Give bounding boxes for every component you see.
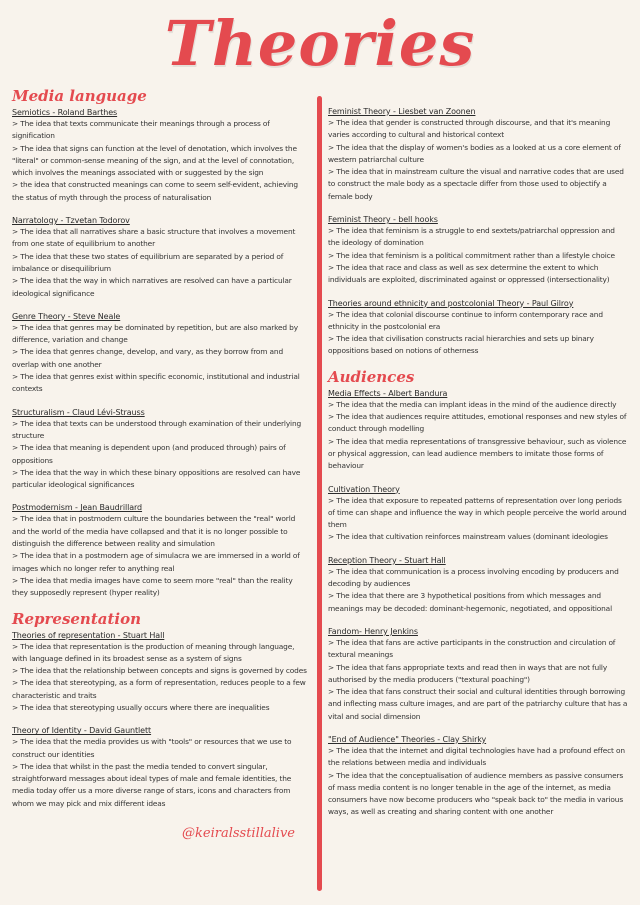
theory-title: Narratology - Tzvetan Todorov [12, 216, 130, 226]
theory-point: > The idea that in mainstream culture the visual and narrative codes that are used to construct the male body as a spectacle differ from those used to objectify a female body [328, 166, 628, 203]
theory-point: > The idea that all narratives share a basic structure that involves a movement from one state of equilibrium to another [12, 226, 310, 251]
theory-point: > The idea that fans appropriate texts and read then in ways that are not fully authorised by the media producers ("textural poaching") [328, 662, 628, 687]
theory-point: > The idea that genres change, develop, and vary, as they borrow from and overlap with one another [12, 346, 310, 371]
theory-block [328, 555, 628, 615]
theory-point: > The idea that the way in which narratives are resolved can have a particular ideological significance [12, 275, 310, 300]
theory-title: Postmodernism - Jean Baudrillard [12, 503, 143, 513]
theory-block [328, 298, 628, 358]
theory-point: > The idea that fans construct their social and cultural identities through borrowing and inflecting mass culture images, and are part of the patriarchy culture that has a vital and social dimension [328, 686, 628, 723]
theory-title: Reception Theory - Stuart Hall [328, 555, 446, 565]
theory-point: > the idea that constructed meanings can come to seem self-evident, achieving the status of myth through the process of naturalisation [12, 179, 310, 204]
theory-point: > The idea that feminism is a struggle to end sextets/patriarchal oppression and the ideology of domination [328, 225, 628, 250]
theory-point: > The idea that genres exist within specific economic, institutional and industrial contexts [12, 371, 310, 396]
theory-point: > The idea that the conceptualisation of audience members as passive consumers of mass media content is no longer tenable in the age of the internet, as media consumers have now become producers who "speak back to" the media in various ways, as well as creating and sharing content with one another [328, 770, 628, 819]
theory-block [328, 734, 628, 819]
theory-block [328, 626, 628, 723]
theory-point: > The idea that exposure to repeated patterns of representation over long periods of time can shape and influence the way in which people perceive the world around them [328, 495, 628, 532]
left-column [12, 88, 310, 821]
theory-point: > The idea that stereotyping usually occurs where there are inequalities [12, 702, 310, 714]
theory-point: > The idea that communication is a process involving encoding by producers and decoding by audiences [328, 566, 628, 591]
theory-title: Media Effects - Albert Bandura [328, 388, 448, 398]
theory-point: > The idea that race and class as well as sex determine the extent to which individuals are exploited, discriminated against or oppressed (intersectionality) [328, 262, 628, 287]
theory-point: > The idea that stereotyping, as a form of representation, reduces people to a few characteristic and traits [12, 677, 310, 702]
theory-block [12, 407, 310, 492]
theory-title: "End of Audience" Theories - Clay Shirky [328, 734, 487, 744]
column-divider [317, 96, 322, 891]
theory-point: > The idea that whilst in the past the media tended to convert singular, straightforward messages about ideal types of male and female identities, the media today offer us a more diverse range of stars, icons and characters from whom we may pick and mix different ideas [12, 761, 310, 810]
section-heading-media-language: Media language [12, 87, 147, 105]
theory-point: > The idea that in a postmodern age of simulacra we are immersed in a world of images which no longer refer to anything real [12, 550, 310, 575]
theory-point: > The idea that the media can implant ideas in the mind of the audience directly [328, 399, 628, 411]
theory-title: Semiotics - Roland Barthes [12, 108, 118, 117]
theory-point: > The idea that in postmodern culture the boundaries between the "real" world and the world of the media have collapsed and that it is no longer possible to distinguish the difference between reality and simulation [12, 513, 310, 550]
theory-title: Feminist Theory - Liesbet van Zoonen [328, 107, 476, 116]
theory-block [12, 215, 310, 300]
theory-title: Structuralism - Claud Lévi-Strauss [12, 407, 145, 417]
theory-block [12, 311, 310, 396]
theory-point: > The idea that gender is constructed through discourse, and that it's meaning varies according to cultural and historical context [328, 117, 628, 142]
theory-block [12, 630, 310, 715]
theory-title: Cultivation Theory [328, 484, 400, 494]
theory-point: > The idea that representation is the production of meaning through language, with language defined in its broadest sense as a system of signs [12, 641, 310, 666]
theory-point: > The idea that feminism is a political commitment rather than a lifestyle choice [328, 250, 628, 262]
right-column [328, 106, 628, 830]
theory-block [328, 214, 628, 286]
theory-point: > The idea that the media provides us with "tools" or resources that we use to construct our identities [12, 736, 310, 761]
author-handle: @keiralsstillalive [182, 826, 295, 841]
theory-block [328, 388, 628, 473]
section-heading-representation: Representation [12, 609, 142, 628]
theory-title: Theory of Identity - David Gauntlett [12, 726, 152, 736]
theory-title: Genre Theory - Steve Neale [12, 311, 121, 321]
theory-title: Theories of representation - Stuart Hall [12, 630, 165, 640]
theory-point: > The idea that media images have come to seem more "real" than the reality they supposedly represent (hyper reality) [12, 575, 310, 600]
theory-block [328, 106, 628, 203]
theory-point: > The idea that fans are active participants in the construction and circulation of textural meanings [328, 637, 628, 662]
page-title: Theories [164, 7, 476, 80]
theory-point: > The idea that colonial discourse continue to inform contemporary race and ethnicity in the postcolonial era [328, 309, 628, 334]
theory-title: Theories around ethnicity and postcolonial Theory - Paul Gilroy [328, 298, 574, 308]
theory-point: > The idea that cultivation reinforces mainstream values (dominant ideologies [328, 531, 628, 543]
theory-point: > The idea that civilisation constructs racial hierarchies and sets up binary oppositions based on notions of otherness [328, 333, 628, 358]
theory-point: > The idea that the internet and digital technologies have had a profound effect on the relations between media and individuals [328, 745, 628, 770]
theory-point: > The idea that there are 3 hypothetical positions from which messages and meanings may be decoded: dominant-hegemonic, negotiated, and oppositional [328, 590, 628, 615]
theory-block [12, 107, 310, 204]
theory-block [12, 502, 310, 599]
theory-point: > The idea that the way in which these binary oppositions are resolved can have particular ideological significances [12, 467, 310, 492]
theory-point: > The idea that audiences require attitudes, emotional responses and new styles of conduct through modelling [328, 411, 628, 436]
theory-point: > The idea that meaning is dependent upon (and produced through) pairs of oppositions [12, 442, 310, 467]
theory-block [328, 484, 628, 544]
theory-point: > The idea that these two states of equilibrium are separated by a period of imbalance or disequilibrium [12, 251, 310, 276]
theory-title: Fandom- Henry Jenkins [328, 626, 418, 636]
theory-title: Feminist Theory - bell hooks [328, 215, 438, 225]
theory-point: > The idea that texts communicate their meanings through a process of signification [12, 118, 310, 143]
theory-point: > The idea that signs can function at the level of denotation, which involves the "literal" or common-sense meaning of the sign, and at the level of connotation, which involves the meanings associated with or suggested by the sign [12, 143, 310, 180]
theory-point: > The idea that texts can be understood through examination of their underlying structure [12, 418, 310, 443]
section-heading-audiences: Audiences [328, 367, 415, 386]
theory-block [12, 725, 310, 810]
theory-point: > The idea that the display of women's bodies as a looked at us a core element of western patriarchal culture [328, 142, 628, 167]
theory-point: > The idea that the relationship between concepts and signs is governed by codes [12, 665, 310, 677]
theory-point: > The idea that media representations of transgressive behaviour, such as violence or physical aggression, can lead audience members to imitate those forms of behaviour [328, 436, 628, 473]
theory-point: > The idea that genres may be dominated by repetition, but are also marked by difference, variation and change [12, 322, 310, 347]
